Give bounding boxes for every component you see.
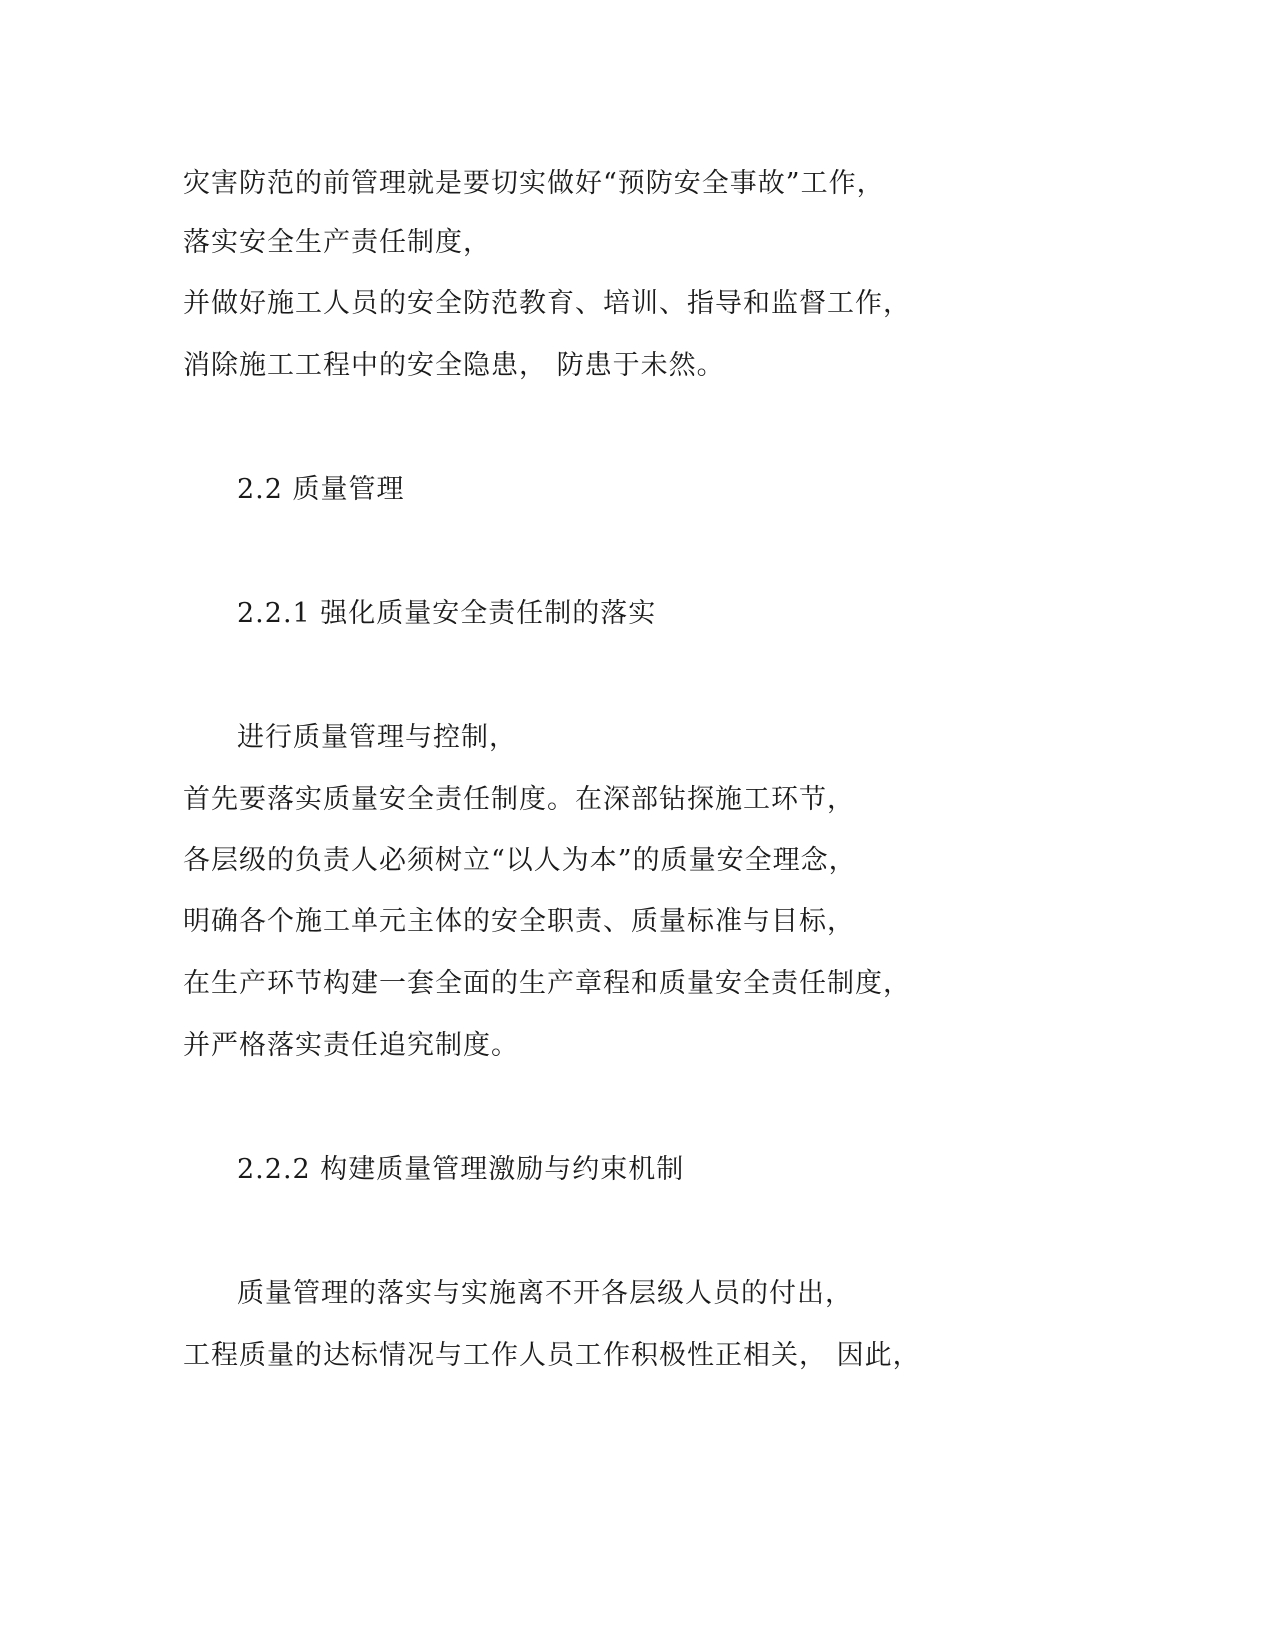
paragraph-line: 并严格落实责任追究制度。 [183,1030,519,1061]
paragraph-line: 在生产环节构建一套全面的生产章程和质量安全责任制度， [183,968,911,999]
paragraph-line: 灾害防范的前管理就是要切实做好“预防安全事故”工作， [183,168,885,199]
paragraph-line: 并做好施工人员的安全防范教育、培训、指导和监督工作， [183,288,911,319]
subsection-heading: 2.2.1 强化质量安全责任制的落实 [237,598,657,629]
subsection-heading: 2.2.2 构建质量管理激励与约束机制 [237,1154,685,1185]
paragraph-line: 首先要落实质量安全责任制度。在深部钻探施工环节， [183,784,855,815]
paragraph-line: 落实安全生产责任制度， [183,227,491,258]
section-heading: 2.2 质量管理 [237,474,405,505]
paragraph-line: 明确各个施工单元主体的安全职责、质量标准与目标， [183,906,855,937]
paragraph-line: 质量管理的落实与实施离不开各层级人员的付出， [237,1278,853,1309]
paragraph-line: 消除施工工程中的安全隐患， 防患于未然。 [183,350,725,381]
paragraph-line: 进行质量管理与控制， [237,722,517,753]
paragraph-line: 工程质量的达标情况与工作人员工作积极性正相关， 因此， [183,1340,921,1371]
paragraph-line: 各层级的负责人必须树立“以人为本”的质量安全理念， [183,845,857,876]
